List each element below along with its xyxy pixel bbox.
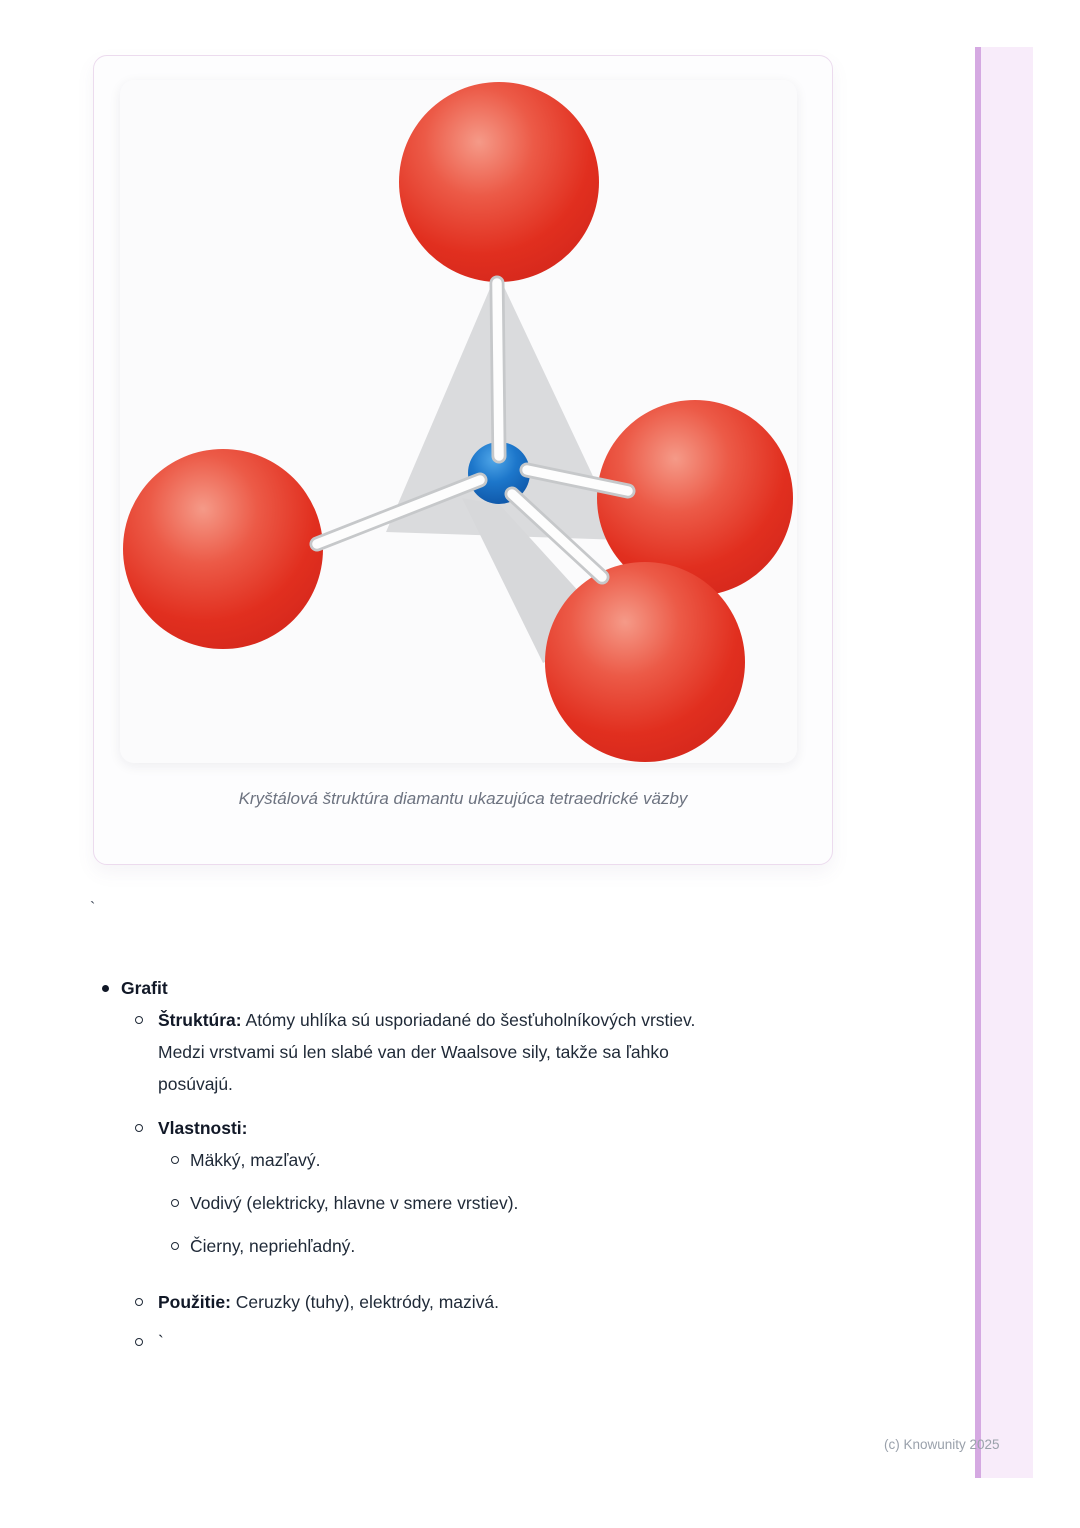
list-item-property <box>95 1187 830 1219</box>
list-item-pouzitie <box>95 1286 830 1318</box>
item-label: Štruktúra: <box>158 1010 242 1030</box>
list-item-grafit <box>95 972 830 1004</box>
notes-list <box>95 972 830 1358</box>
list-item-vlastnosti <box>95 1112 830 1144</box>
item-text: Mäkký, mazľavý. <box>190 1150 321 1170</box>
list-item-struktura <box>95 1004 830 1100</box>
item-label: Vlastnosti: <box>158 1118 248 1138</box>
stray-backtick: ` <box>90 900 96 917</box>
figure-caption: Kryštálová štruktúra diamantu ukazujúca tetraedrické väzby <box>238 789 688 808</box>
item-text: ` <box>158 1332 164 1352</box>
list-item-title: Grafit <box>121 978 168 998</box>
item-text-line: Medzi vrstvami sú len slabé van der Waalsove sily, takže sa ľahko <box>158 1042 669 1062</box>
diamond-structure-illustration <box>120 80 797 763</box>
footer-copyright: (c) Knowunity 2025 <box>884 1437 1000 1452</box>
item-text-line: posúvajú. <box>158 1074 233 1094</box>
list-item-property <box>95 1230 830 1262</box>
figure-image <box>120 80 797 763</box>
item-label: Použitie: <box>158 1292 231 1312</box>
item-text: Atómy uhlíka sú usporiadané do šesťuholníkových vrstiev. <box>241 1010 696 1030</box>
item-text: Vodivý (elektricky, hlavne v smere vrstiev). <box>190 1193 519 1213</box>
atom-bottom <box>545 562 745 762</box>
list-item-backtick <box>95 1326 830 1358</box>
right-accent-bar <box>975 47 1033 1478</box>
bond-top <box>497 283 499 456</box>
atom-left <box>123 449 323 649</box>
atom-top <box>399 82 599 282</box>
item-text: Čierny, nepriehľadný. <box>190 1236 356 1256</box>
item-text: Ceruzky (tuhy), elektródy, mazivá. <box>230 1292 500 1312</box>
figure-card <box>93 55 833 865</box>
list-item-property <box>95 1144 830 1176</box>
